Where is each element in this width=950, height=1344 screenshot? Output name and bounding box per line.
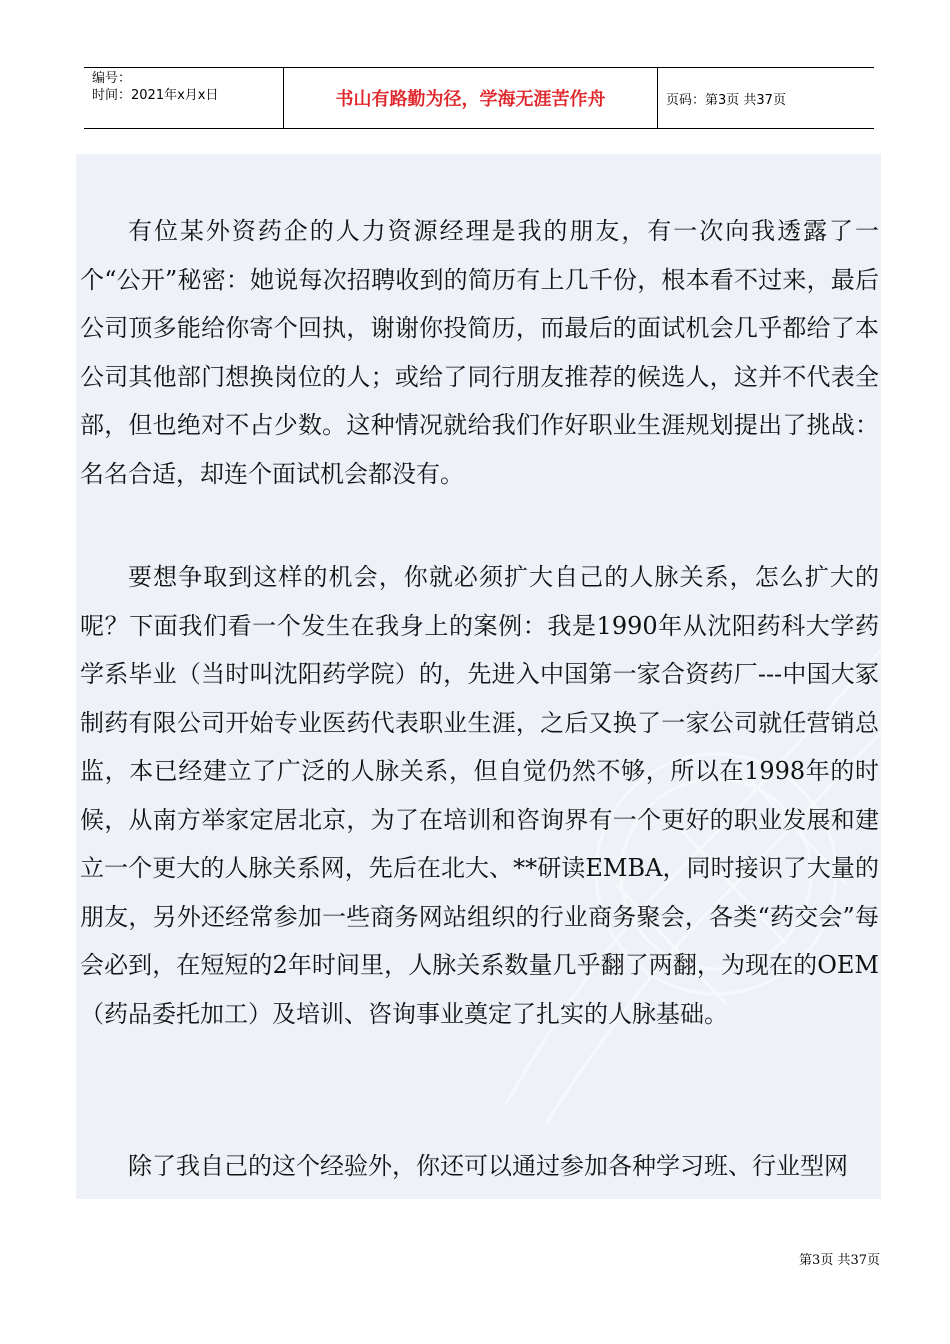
header-meta-cell — [84, 68, 284, 128]
header-page-info: 页码：第3页 共37页 — [666, 92, 786, 108]
header-motto-cell — [284, 68, 658, 128]
header-page-cell — [658, 68, 874, 128]
header-motto: 书山有路勤为径，学海无涯苦作舟 — [335, 89, 606, 110]
page-footer: 第3页 共37页 — [799, 1253, 880, 1268]
document-number-label: 编号： — [92, 71, 132, 86]
header-table — [84, 67, 874, 129]
paragraph: 要想争取到这样的机会，你就必须扩大自己的人脉关系，怎么扩大的呢？下面我们看一个发生在我身上的案例：我是1990年从沈阳药科大学药学系毕业（当时叫沈阳药学院）的，先进入中国第一家合资药厂---中国大冢制药有限公司开始专业医药代表职业生涯，之后又换了一家公司就任营销总监，本已经建立了广泛的人脉关系，但自觉仍然不够，所以在1998年的时候，从南方举家定居北京，为了在培训和咨询界有一个更好的职业发展和建立一个更大的人脉关系网，先后在北大、**研读EMBA，同时接识了大量的朋友，另外还经常参加一些商务网站组织的行业商务聚会，各类“药交会”每会必到，在短短的2年时间里，人脉关系数量几乎翻了两翻，为现在的OEM（药品委托加工）及培训、咨询事业奠定了扎实的人脉基础。 — [80, 563, 879, 1028]
paragraph: 有位某外资药企的人力资源经理是我的朋友，有一次向我透露了一个“公开”秘密：她说每次招聘收到的简历有上几千份，根本看不过来，最后公司顶多能给你寄个回执，谢谢你投简历，而最后的面试机会几乎都给了本公司其他部门想换岗位的人；或给了同行朋友推荐的候选人，这并不代表全部，但也绝对不占少数。这种情况就给我们作好职业生涯规划提出了挑战：名名合适，却连个面试机会都没有。 — [80, 217, 879, 488]
document-date: 时间：2021年x月x日 — [92, 88, 219, 103]
paragraph: 除了我自己的这个经验外，你还可以通过参加各种学习班、行业型网 — [128, 1152, 848, 1180]
document-body — [76, 154, 881, 1199]
